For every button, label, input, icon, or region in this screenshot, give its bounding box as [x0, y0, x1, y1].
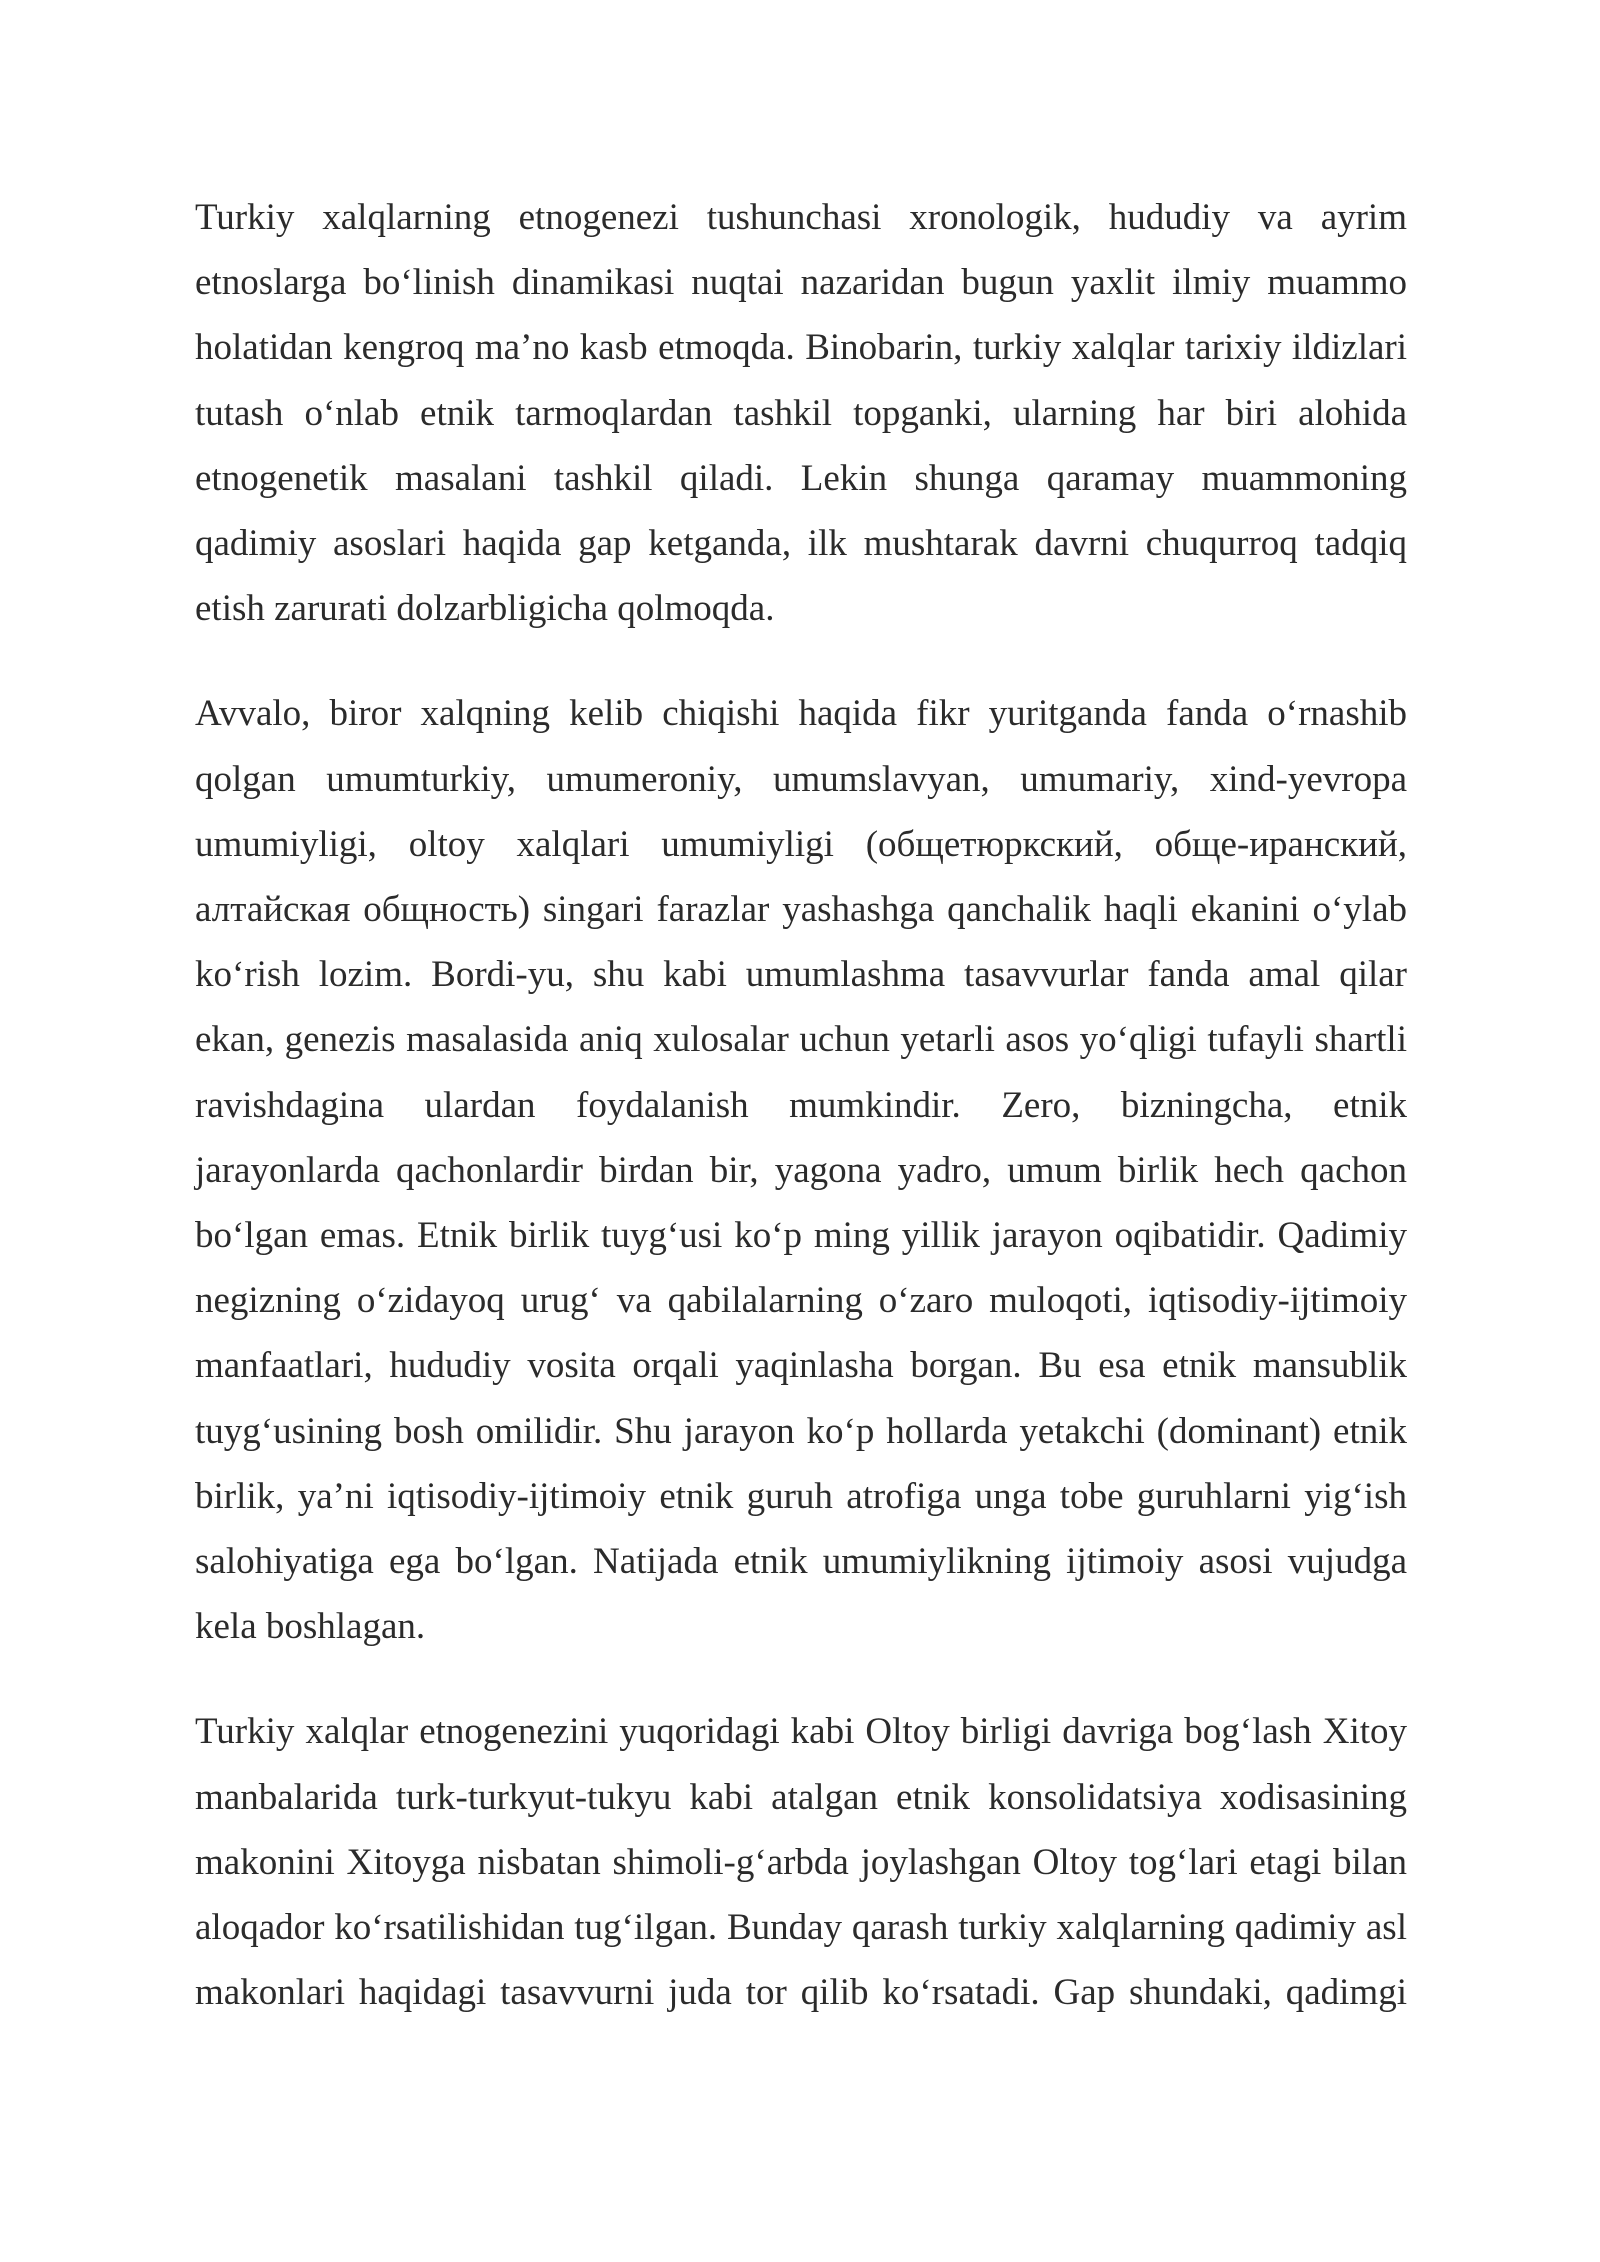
paragraph-1: Turkiy xalqlarning etnogenezi tushunchasi xronologik, hududiy va ayrim etnoslarga boʻlinish dinamikasi nuqtai nazaridan bugun yaxlit ilmiy muammo holatidan kengroq ma’no kasb etmoqda. Binobarin, turkiy xalqlar tarixiy ildizlari tutash oʻnlab etnik tarmoqlardan tashkil topganki, ularning har biri alohida etnogenetik masalani tashkil qiladi. Lekin shunga qaramay muammoning qadimiy asoslari haqida gap ketganda, ilk mushtarak davrni chuqurroq tadqiq etish zarurati dolzarbligicha qolmoqda.: [195, 197, 1407, 630]
paragraph-3: Turkiy xalqlar etnogenezini yuqoridagi kabi Oltoy birligi davriga bogʻlash Xitoy manbalarida turk-turkyut-tukyu kabi atalgan etnik konsolidatsiya xodisasining makonini Xitoyga nisbatan shimoli-gʻarbda joylashgan Oltoy togʻlari etagi bilan aloqador koʻrsatilishidan tugʻilgan. Bunday qarash turkiy xalqlarning qadimiy asl makonlari haqidagi tasavvurni juda tor qilib koʻrsatadi. Gap shundaki, qadimgi: [195, 1711, 1407, 2014]
paragraph-2: Avvalo, biror xalqning kelib chiqishi haqida fikr yuritganda fanda oʻrnashib qolgan umumturkiy, umumeroniy, umumslavyan, umumariy, xind-yevropa umumiyligi, oltoy xalqlari umumiyligi (общетюркский, обще-иранский, алтайская общность) singari farazlar yashashga qanchalik haqli ekanini oʻylab koʻrish lozim. Bordi-yu, shu kabi umumlashma tasavvurlar fanda amal qilar ekan, genezis masalasida aniq xulosalar uchun yetarli asos yoʻqligi tufayli shartli ravishdagina ulardan foydalanish mumkindir. Zero, bizningcha, etnik jarayonlarda qachonlardir birdan bir, yagona yadro, umum birlik hech qachon boʻlgan emas. Etnik birlik tuygʻusi koʻp ming yillik jarayon oqibatidir. Qadimiy negizning oʻzidayoq urugʻ va qabilalarning oʻzaro muloqoti, iqtisodiy-ijtimoiy manfaatlari, hududiy vosita orqali yaqinlasha borgan. Bu esa etnik mansublik tuygʻusining bosh omilidir. Shu jarayon koʻp hollarda yetakchi (dominant) etnik birlik, ya’ni iqtisodiy-ijtimoiy etnik guruh atrofiga unga tobe guruhlarni yigʻish salohiyatiga ega boʻlgan. Natijada etnik umumiylikning ijtimoiy asosi vujudga kela boshlagan.: [195, 693, 1407, 1648]
document-body: [195, 185, 1407, 2025]
